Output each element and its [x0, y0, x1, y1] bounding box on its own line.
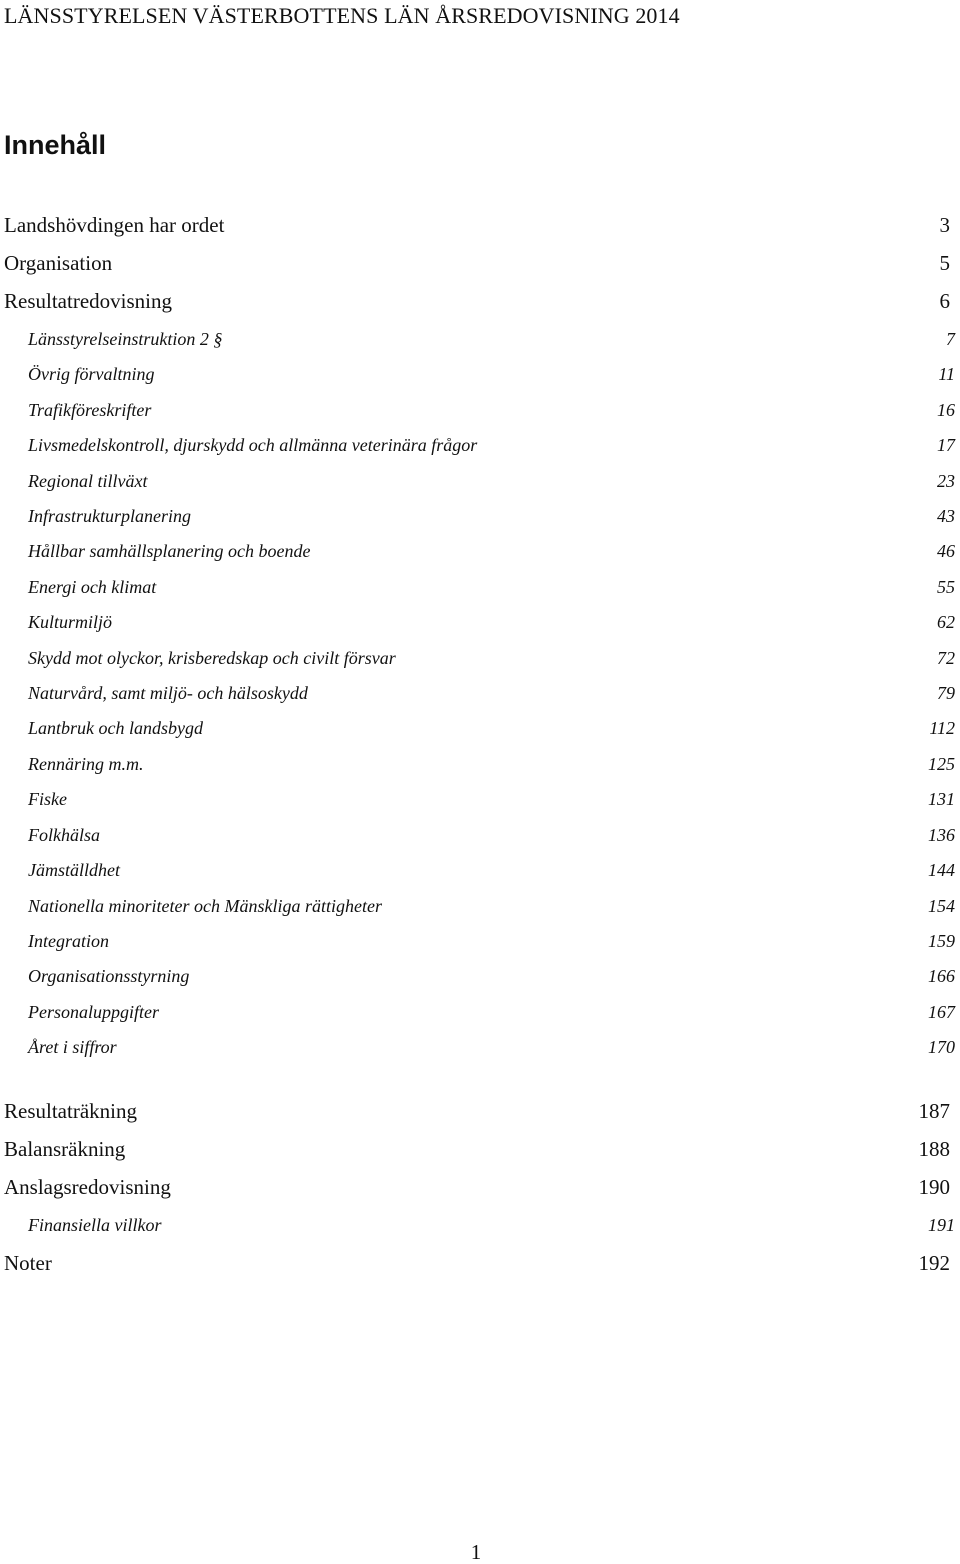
toc-entry-lantbruk-och-landsbygd[interactable] [28, 716, 955, 740]
toc-entry-label: Trafikföreskrifter [28, 400, 152, 420]
toc-entry-personaluppgifter[interactable] [28, 1000, 955, 1024]
toc-entry-page: 6 [939, 289, 950, 313]
toc-entry-page: 17 [937, 435, 955, 455]
toc-entry-folkhalsa[interactable] [28, 823, 955, 847]
toc-entry-organisation[interactable] [4, 249, 950, 277]
toc-entry-infrastrukturplanering[interactable] [28, 504, 955, 528]
toc-entry-label: Organisation [4, 251, 113, 275]
page-number-footer [0, 1540, 960, 1564]
toc-entry-label: Hållbar samhällsplanering och boende [28, 541, 311, 561]
toc-entry-label: Integration [28, 931, 109, 951]
toc-entry-label: Finansiella villkor [28, 1215, 162, 1235]
toc-entry-label: Länsstyrelseinstruktion 2 § [28, 329, 223, 349]
toc-entry-label: Nationella minoriteter och Mänskliga rättigheter [28, 896, 382, 916]
toc-entry-label: Landshövdingen har ordet [4, 213, 225, 237]
toc-entry-livsmedelskontroll[interactable] [28, 433, 955, 457]
toc-entry-page: 159 [928, 931, 955, 951]
toc-entry-label: Personaluppgifter [28, 1002, 159, 1022]
toc-entry-page: 131 [928, 789, 955, 809]
toc-entry-label: Kulturmiljö [28, 612, 113, 632]
toc-entry-label: Folkhälsa [28, 825, 100, 845]
toc-entry-rennaring[interactable] [28, 752, 955, 776]
toc-entry-page: 170 [928, 1037, 955, 1057]
toc-entry-page: 125 [928, 754, 955, 774]
toc-entry-nationella-minoriteter[interactable] [28, 894, 955, 918]
toc-entry-page: 43 [937, 506, 955, 526]
toc-entry-page: 3 [939, 213, 950, 237]
toc-entry-label: Energi och klimat [28, 577, 157, 597]
toc-entry-page: 136 [928, 825, 955, 845]
toc-entry-page: 144 [928, 860, 955, 880]
toc-entry-label: Rennäring m.m. [28, 754, 144, 774]
toc-entry-kulturmiljo[interactable] [28, 610, 955, 634]
toc-entry-energi-och-klimat[interactable] [28, 575, 955, 599]
toc-entry-page: 55 [937, 577, 955, 597]
toc-entry-label: Jämställdhet [28, 860, 120, 880]
toc-entry-label: Anslagsredovisning [4, 1175, 171, 1199]
toc-entry-page: 11 [938, 364, 955, 384]
toc-title: Innehåll [4, 130, 107, 160]
toc-entry-naturvard[interactable] [28, 681, 955, 705]
toc-entry-label: Infrastrukturplanering [28, 506, 192, 526]
toc-entry-balansrakning[interactable] [4, 1135, 950, 1163]
toc-entry-page: 192 [918, 1251, 950, 1275]
toc-entry-label: Övrig förvaltning [28, 364, 155, 384]
toc-entry-fiske[interactable] [28, 787, 955, 811]
toc-entry-page: 190 [918, 1175, 950, 1199]
toc-entry-label: Året i siffror [28, 1037, 117, 1057]
toc-entry-hallbar-samhallsplanering[interactable] [28, 539, 955, 563]
toc-entry-integration[interactable] [28, 929, 955, 953]
toc-entry-page: 112 [929, 718, 955, 738]
toc-entry-resultatredovisning[interactable] [4, 287, 950, 315]
toc-entry-label: Organisationsstyrning [28, 966, 190, 986]
toc-entry-resultatrakning[interactable] [4, 1097, 950, 1125]
toc-entry-noter[interactable] [4, 1249, 950, 1277]
toc-entry-page: 23 [937, 471, 955, 491]
page-number: 1 [470, 1540, 482, 1564]
toc-entry-aret-i-siffror[interactable] [28, 1035, 955, 1059]
toc-entry-page: 79 [937, 683, 955, 703]
toc-entry-jamstalldhet[interactable] [28, 858, 955, 882]
toc-entry-page: 187 [918, 1099, 950, 1123]
toc-entry-label: Noter [4, 1251, 52, 1275]
toc-entry-lansstyrelseinstruktion[interactable] [28, 327, 955, 351]
toc-entry-finansiella-villkor[interactable] [28, 1213, 955, 1237]
toc-entry-page: 188 [918, 1137, 950, 1161]
toc-entry-regional-tillvaxt[interactable] [28, 469, 955, 493]
toc-entry-page: 5 [939, 251, 950, 275]
toc-entry-anslagsredovisning[interactable] [4, 1173, 950, 1201]
toc-entry-page: 46 [937, 541, 955, 561]
toc-entry-page: 7 [946, 329, 955, 349]
toc-entry-page: 154 [928, 896, 955, 916]
toc-entry-page: 62 [937, 612, 955, 632]
toc-entry-label: Fiske [28, 789, 67, 809]
toc-entry-label: Regional tillväxt [28, 471, 148, 491]
toc-entry-label: Resultatredovisning [4, 289, 172, 313]
toc-entry-page: 72 [937, 648, 955, 668]
toc-entry-trafikforeskrifter[interactable] [28, 398, 955, 422]
toc-entry-ovrig-forvaltning[interactable] [28, 362, 955, 386]
toc-entry-page: 191 [928, 1215, 955, 1235]
toc-entry-organisationsstyrning[interactable] [28, 964, 955, 988]
toc-entry-label: Naturvård, samt miljö- och hälsoskydd [28, 683, 308, 703]
toc-entry-skydd-mot-olyckor[interactable] [28, 646, 955, 670]
toc-entry-label: Resultaträkning [4, 1099, 137, 1123]
toc-entry-page: 167 [928, 1002, 955, 1022]
toc-entry-landshovdingen-har-ordet[interactable] [4, 211, 950, 239]
toc-entry-label: Skydd mot olyckor, krisberedskap och civilt försvar [28, 648, 396, 668]
toc-entry-label: Livsmedelskontroll, djurskydd och allmänna veterinära frågor [28, 435, 478, 455]
toc-entry-page: 166 [928, 966, 955, 986]
toc-entry-label: Balansräkning [4, 1137, 126, 1161]
document-header: LÄNSSTYRELSEN VÄSTERBOTTENS LÄN ÅRSREDOVISNING 2014 [4, 3, 680, 28]
toc-entry-label: Lantbruk och landsbygd [28, 718, 203, 738]
toc-entry-page: 16 [937, 400, 955, 420]
